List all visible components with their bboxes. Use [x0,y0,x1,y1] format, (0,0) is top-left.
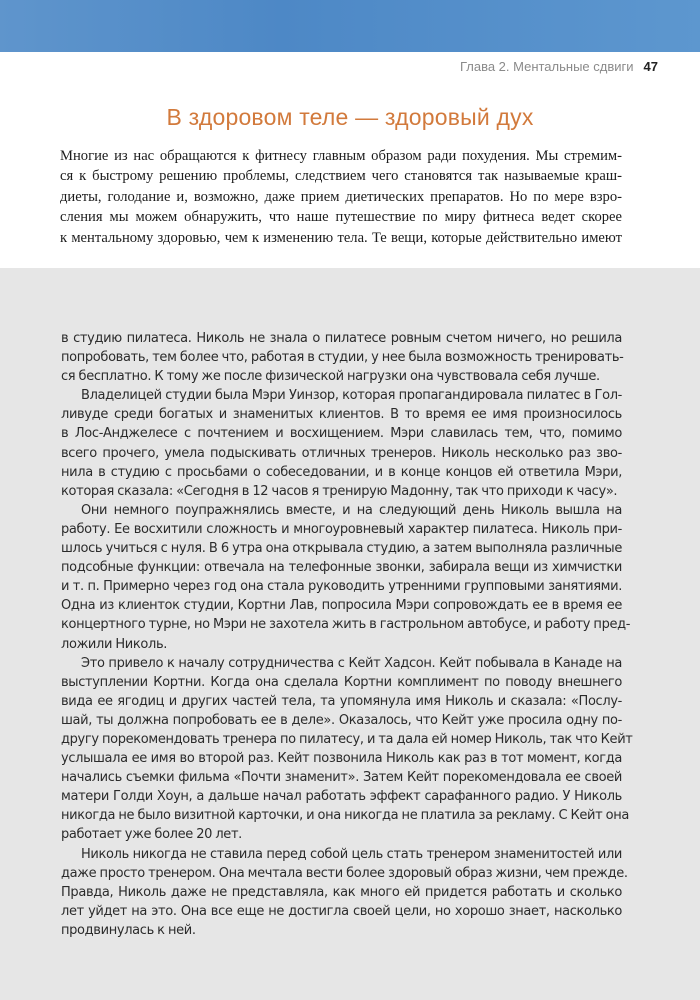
top-blue-band [0,0,700,52]
body-line: шлось учиться с нуля. В 6 утра она открывала студию, а затем выполняла различные [61,541,622,557]
body-line: в Лос-Анджелесе с почтением и восхищением. Мэри славилась тем, что, помимо [61,426,622,442]
body-line: выступлении Кортни. Когда она сделала Кортни комплимент по поводу внешнего [61,674,622,690]
intro-line: диеты, голодание и, возможно, даже прием диетических препаратов. Но по мере взро- [60,188,622,205]
body-line: в студию пилатеса. Николь не знала о пилатесе ровным счетом ничего, но решила [61,331,622,346]
running-header [460,59,658,74]
page-number: 47 [643,59,658,74]
body-line: никогда не было визитной карточки, и она никогда не платила за рекламу. С Кейт она [61,808,630,824]
body-line: другу порекомендовать тренера по пилатесу, и та дала ей номер Николь, так что Кейт [61,731,633,747]
body-line: Владелицей студии была Мэри Уинзор, которая пропагандировала пилатес в Гол- [81,388,622,404]
body-line: Правда, Николь даже не представляла, как много ей придется работать и сколько [61,884,622,900]
body-line: ложили Николь. [61,636,168,652]
body-line: Это привело к началу сотрудничества с Кейт Хадсон. Кейт побывала в Канаде на [81,655,622,671]
body-line: концертного турне, но Мэри не захотела жить в гастрольном автобусе, и работу пред- [61,617,631,633]
body-line: всего прочего, умела подыскивать отличных тренеров. Николь несколько раз зво- [61,445,622,461]
body-line: Одна из клиенток студии, Кортни Лав, попросила Мэри сопровождать ее в время ее [61,598,622,614]
intro-paragraph [60,146,622,248]
section-title: В здоровом теле — здоровый дух [166,104,534,130]
body-text [61,329,633,940]
body-line: Они немного поупражнялись вместе, и на следующий день Николь вышла на [81,502,622,518]
intro-line: сления мы можем обнаружить, что наше путешествие по миру фитнеса ведет скорее [60,209,622,226]
body-line: ся бесплатно. К тому же после физической нагрузки она чувствовала себя лучше. [61,369,600,385]
body-line: нила в студию с просьбами о собеседовании, и в конце концов ей ответила Мэри, [61,464,622,480]
body-line: вида ее ягодиц и других частей тела, та упомянула имя Николь и сказала: «Послу- [61,693,622,709]
body-line: попробовать, тем более что, работая в студии, у нее была возможность тренировать- [61,350,624,366]
body-line: продвинулась к ней. [61,922,196,938]
body-line: лет уйдет на это. Она все еще не достигла своей цели, но хорошо знает, насколько [61,903,622,919]
body-line: шай, ты должна попробовать ее в деле». Оказалось, что Кейт уже просила одну по- [61,712,622,728]
intro-line: к ментальному здоровью, чем к изменению тела. Те вещи, которые действительно имеют [60,229,622,246]
body-line: услышала ее имя во второй раз. Кейт позвонила Николь как раз в тот момент, когда [61,751,622,767]
body-line: подсобные функции: отвечала на телефонные звонки, забирала вещи из химчистки [61,560,622,576]
intro-line: ся к быстрому решению проблемы, следствием чего становятся так называемые краш- [60,168,622,185]
body-line: начались съемки фильма «Почти знаменит». Затем Кейт порекомендовала ее своей [61,770,622,786]
intro-line: Многие из нас обращаются к фитнесу главным образом ради похудения. Мы стремим- [60,148,622,164]
body-line: которая сказала: «Сегодня в 12 часов я тренирую Мадонну, так что приходи к часу». [61,483,618,499]
chapter-title: Глава 2. Ментальные сдвиги [459,59,634,74]
body-line: даже просто тренером. Она мечтала вести более здоровый образ жизни, чем прежде. [61,865,628,881]
body-line: матери Голди Хоун, а дальше начал работать эффект сарафанного радио. У Николь [61,789,622,805]
body-line: работу. Ее восхитили сложность и многоуровневый характер пилатеса. Николь при- [61,521,622,537]
body-line: работает уже более 20 лет. [61,827,242,843]
body-line: Николь никогда не ставила перед собой цель стать тренером знаменитостей или [81,846,622,862]
body-line: и т. п. Примерно через год она стала руководить утренними групповыми занятиями. [61,579,622,595]
body-line: ливуде среди богатых и знаменитых клиентов. В то время ее имя произносилось [61,407,622,423]
